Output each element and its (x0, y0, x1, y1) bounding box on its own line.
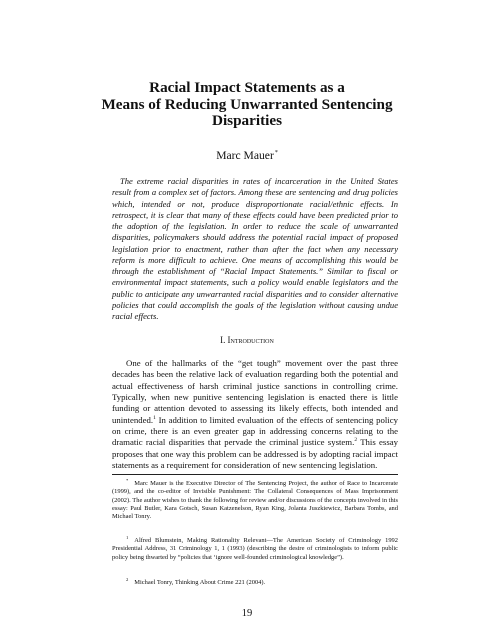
body-text-3: This essay proposes that one way this problem can be addressed is by adopting racial impact statements as a requirement for consideration of new sentencing legislation. (112, 437, 398, 471)
footnote-author (112, 477, 398, 521)
author-byline (0, 146, 494, 163)
body-text-1: One of the hallmarks of the “get tough” movement over the past three decades has been the relative lack of evaluation regarding both the potential and actual effectiveness of harsh criminal justice sanctions in controlling crime. Typically, when new punitive sentencing legislation is enacted there is little funding or attention devoted to assessing its likely effects, both intended and unintended. (112, 358, 398, 425)
body-text-2: In addition to limited evaluation of the effects of sentencing policy on crime, there is an even greater gap in addressing concerns relating to the dramatic racial disparities that pervade the criminal justice system. (112, 414, 398, 448)
author-footnote-marker: * (274, 150, 278, 156)
footnote-marker: * (126, 477, 129, 483)
footnote-1 (112, 534, 398, 562)
footnote-text: Marc Mauer is the Executive Director of The Sentencing Project, the author of Race to Incarcerate (1999), and the co-editor of Invisible Punishment: The Collateral Consequences of Mass Imprisonment (2002). The author wishes to thank the following for review and/or discussions of the concepts involved in this essay: Paul Butler, Kara Gotsch, Susan Katzenelson, Ryan King, Jolanta Juszkiewicz, Barbara Tombs, and Michael Tonry. (112, 480, 398, 521)
footnote-2 (112, 576, 398, 587)
section-heading: I. Introduction (220, 335, 274, 345)
footnote-text: Alfred Blumstein, Making Rationality Relevant—The American Society of Criminology 1992 Presidential Address, 31 Criminology 1, 1 (1993) (describing the desire of criminologists to inform public policy being thwarted by “policies that ‘ignore well-founded criminological knowledge”). (112, 537, 398, 561)
article-title (100, 80, 394, 130)
body-paragraph (112, 358, 398, 471)
footnote-marker: 1 (126, 534, 129, 540)
title-line-2: Means of Reducing Unwarranted Sentencing (101, 95, 393, 113)
author-name: Marc Mauer (216, 148, 274, 162)
page-number: 19 (241, 608, 253, 619)
title-line-3: Disparities (211, 112, 283, 129)
footnote-ref-2: 2 (354, 437, 358, 444)
footnote-ref-1: 1 (153, 414, 156, 421)
footnote-text: Michael Tonry, Thinking About Crime 221 (2004). (134, 579, 266, 586)
abstract: The extreme racial disparities in rates of incarceration in the United States result from a complex set of factors. Among these are sentencing and drug policies which, intended or not, produce disproportionate racial/ethnic effects. In retrospect, it is clear that many of these effects could have been predicted prior to the adoption of the legislation. In order to reduce the scale of unwarranted disparities, policymakers should address the potential racial impact of proposed legislation prior to enactment, rather than after the fact when any necessary reform is more difficult to achieve. One means of accomplishing this would be through the establishment of “Racial Impact Statements.” Similar to fiscal or environmental impact statements, such a policy would enable legislators and the public to anticipate any unwarranted racial disparities and to consider alternative policies that could accomplish the goals of the legislation without causing undue racial effects. (112, 176, 398, 321)
footnote-divider (112, 474, 398, 475)
title-line-1: Racial Impact Statements as a (149, 79, 345, 96)
footnote-marker: 2 (126, 576, 129, 582)
